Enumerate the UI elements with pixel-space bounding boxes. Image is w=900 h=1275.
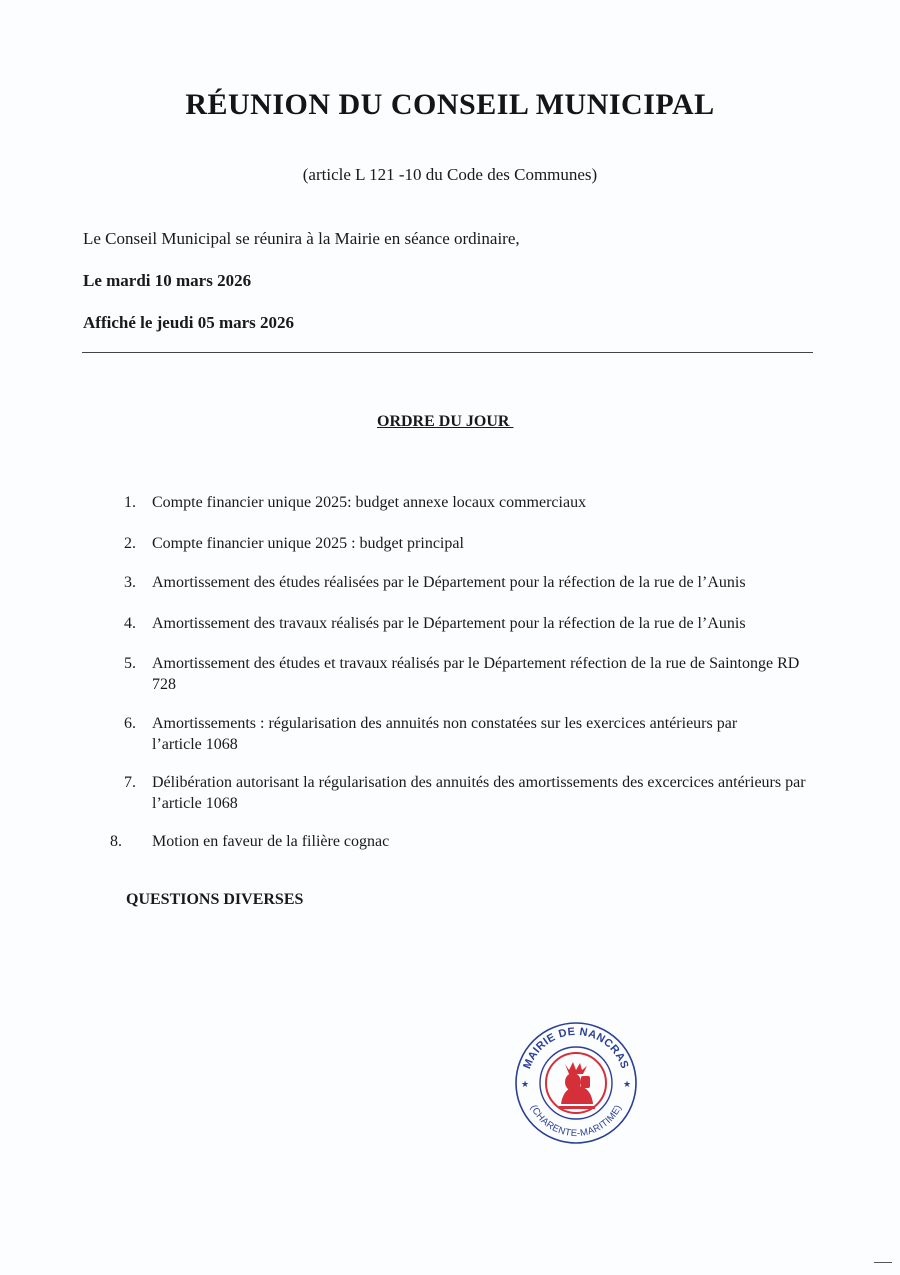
- agenda-item-text: Amortissements : régularisation des annuités non constatées sur les exercices antérieurs par l’article 1068: [152, 715, 738, 753]
- agenda-item: [110, 831, 822, 852]
- agenda-item-number: 2.: [124, 535, 136, 552]
- agenda-item: [124, 572, 822, 593]
- agenda-item-number: 3.: [124, 574, 136, 591]
- margin-mark: [874, 1262, 892, 1263]
- agenda-item-number: 6.: [124, 715, 136, 732]
- agenda-item: [124, 533, 822, 554]
- agenda-item-number: 8.: [110, 833, 122, 850]
- agenda-item-text: Compte financier unique 2025: budget annexe locaux commerciaux: [152, 494, 587, 511]
- star-icon: ★: [622, 1079, 632, 1089]
- agenda-item-text: Motion en faveur de la filière cognac: [152, 833, 390, 850]
- star-icon: ★: [520, 1079, 530, 1089]
- agenda-item-text: Amortissement des travaux réalisés par le Département pour la réfection de la rue de l’Aunis: [152, 615, 746, 632]
- agenda-item: [124, 713, 777, 755]
- agenda-item-text: Compte financier unique 2025 : budget principal: [152, 535, 464, 552]
- agenda-heading: ORDRE DU JOUR: [377, 413, 514, 430]
- town-hall-stamp: [513, 1020, 639, 1146]
- intro-line: Le Conseil Municipal se réunira à la Mairie en séance ordinaire,: [83, 229, 520, 248]
- agenda-item-text: Amortissement des études et travaux réalisés par le Département réfection de la rue de Saintonge RD 728: [152, 655, 800, 693]
- agenda-item: [124, 653, 812, 695]
- meeting-date: Le mardi 10 mars 2026: [83, 271, 252, 290]
- agenda-item: [124, 613, 822, 634]
- stamp-top-text: MAIRIE DE NANCRAS: [521, 1025, 631, 1071]
- svg-text:MAIRIE DE NANCRAS: [521, 1026, 630, 1071]
- agenda-item: [124, 492, 822, 513]
- page-title: RÉUNION DU CONSEIL MUNICIPAL: [185, 88, 715, 121]
- legal-reference: (article L 121 -10 du Code des Communes): [302, 165, 598, 184]
- agenda-item-number: 1.: [124, 494, 136, 511]
- agenda-item-text: Délibération autorisant la régularisation des annuités des amortissements des excercices antérieurs par l’article 1068: [152, 774, 806, 812]
- agenda-item-number: 5.: [124, 655, 136, 672]
- agenda-item-number: 4.: [124, 615, 136, 632]
- agenda-item: [124, 772, 817, 814]
- questions-diverses: QUESTIONS DIVERSES: [126, 891, 304, 908]
- divider: [82, 352, 813, 353]
- marianne-figure-icon: [559, 1062, 595, 1109]
- agenda-item-number: 7.: [124, 774, 136, 791]
- posted-date: Affiché le jeudi 05 mars 2026: [83, 313, 295, 332]
- stamp-bottom-text: (CHARENTE-MARITIME): [527, 1103, 625, 1140]
- agenda-item-text: Amortissement des études réalisées par le Département pour la réfection de la rue de l’Aunis: [152, 574, 746, 591]
